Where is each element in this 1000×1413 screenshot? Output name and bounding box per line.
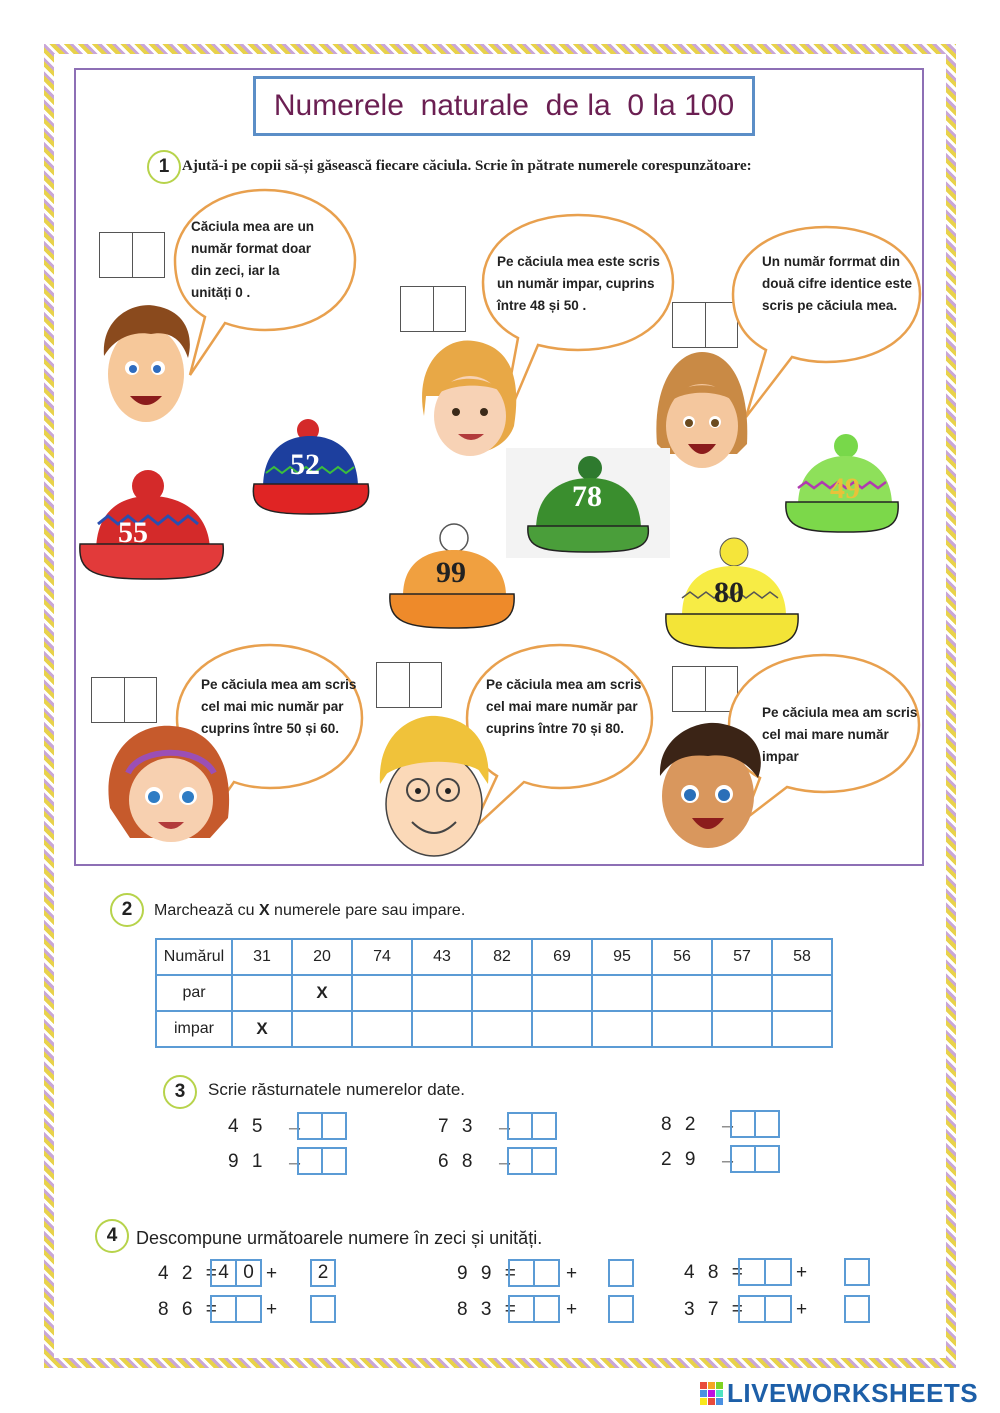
page-title: Numerele naturale de la 0 la 100 (273, 89, 735, 122)
plus-sign: + (566, 1263, 582, 1284)
exercise-1-instruction: Ajută-i pe copii să-și găsească fiecare căciula. Scrie în pătrate numerele corespunzătoare: (182, 158, 752, 174)
exercise-3-instruction: Scrie răsturnatele numerelor date. (208, 1080, 466, 1099)
logo-text: LIVEWORKSHEETS (727, 1378, 979, 1408)
table-number-cell: 69 (532, 939, 592, 975)
decompose-expression: 8 6 = (158, 1299, 221, 1320)
tens-answer-box[interactable] (210, 1295, 262, 1323)
bubble-6-line: Pe căciula mea am scris (762, 705, 918, 720)
reverse-answer-box[interactable] (730, 1110, 780, 1138)
tens-answer-box[interactable] (738, 1295, 792, 1323)
bubble-1-line: unități 0 . (191, 285, 251, 300)
par-cell[interactable] (352, 975, 412, 1011)
hat-number: 52 (290, 448, 320, 481)
par-cell[interactable] (532, 975, 592, 1011)
title-box (253, 76, 755, 136)
plus-sign: + (566, 1299, 582, 1320)
reverse-expression: 7 3 → (438, 1116, 518, 1137)
bubble-4-line: Pe căciula mea am scris (201, 677, 357, 692)
reverse-expression: 4 5 → (228, 1116, 308, 1137)
answer-box-boy-2[interactable] (376, 662, 442, 708)
reverse-expression: 8 2 → (661, 1114, 741, 1135)
answer-box-boy-1[interactable] (99, 232, 165, 278)
units-answer-box[interactable] (310, 1295, 336, 1323)
table-row (156, 939, 832, 975)
table-number-cell: 56 (652, 939, 712, 975)
units-answer-box[interactable]: 2 (310, 1259, 336, 1287)
reverse-answer-box[interactable] (507, 1147, 557, 1175)
decompose-expression: 4 8 = (684, 1262, 747, 1283)
exercise-3-number: 3 (163, 1075, 197, 1109)
table-number-cell: 58 (772, 939, 832, 975)
exercise-4-number: 4 (95, 1219, 129, 1253)
bubble-1-line: Căciula mea are un (191, 219, 315, 234)
exercise-2-number: 2 (110, 893, 144, 927)
reverse-answer-box[interactable] (297, 1112, 347, 1140)
parity-table (155, 938, 833, 1048)
hat-number: 99 (436, 556, 466, 589)
row-label-par: par (156, 975, 232, 1011)
table-number-cell: 57 (712, 939, 772, 975)
impar-cell[interactable] (772, 1011, 832, 1047)
hat-78 (506, 448, 670, 558)
units-answer-box[interactable] (844, 1295, 870, 1323)
bubble-5-line: cuprins între 70 și 80. (486, 721, 625, 736)
exercise-1-number: 1 (147, 150, 181, 184)
hat-52 (248, 418, 374, 518)
par-cell[interactable] (592, 975, 652, 1011)
plus-sign: + (266, 1263, 282, 1284)
reverse-answer-box[interactable] (507, 1112, 557, 1140)
decompose-expression: 3 7 = (684, 1299, 747, 1320)
par-cell[interactable] (412, 975, 472, 1011)
reverse-expression: 9 1 → (228, 1151, 308, 1172)
tens-answer-box[interactable] (738, 1258, 792, 1286)
units-answer-box[interactable] (608, 1295, 634, 1323)
impar-cell[interactable] (352, 1011, 412, 1047)
impar-cell[interactable] (652, 1011, 712, 1047)
par-cell[interactable]: X (292, 975, 352, 1011)
impar-cell[interactable]: X (232, 1011, 292, 1047)
table-number-cell: 20 (292, 939, 352, 975)
row-label-impar: impar (156, 1011, 232, 1047)
tens-answer-box[interactable] (508, 1295, 560, 1323)
girl-face-1 (414, 336, 524, 460)
bubble-4-line: cuprins între 50 și 60. (201, 721, 340, 736)
par-cell[interactable] (472, 975, 532, 1011)
decompose-expression: 4 2 = (158, 1263, 221, 1284)
hat-number: 80 (714, 576, 744, 609)
bubble-2-line: un număr impar, cuprins (497, 276, 655, 291)
exercise-2-instruction: Marchează cu X numerele pare sau impare. (154, 902, 466, 919)
reverse-expression: 6 8 → (438, 1151, 518, 1172)
bubble-1-line: număr format doar (191, 241, 312, 256)
reverse-answer-box[interactable] (730, 1145, 780, 1173)
liveworksheets-logo (700, 1378, 978, 1409)
bubble-2-line: între 48 și 50 . (497, 298, 587, 313)
impar-cell[interactable] (292, 1011, 352, 1047)
boy-face-1 (96, 296, 196, 436)
impar-cell[interactable] (532, 1011, 592, 1047)
table-row (156, 1011, 832, 1047)
table-row (156, 975, 832, 1011)
hat-number: 55 (118, 516, 148, 549)
bubble-4-line: cel mai mic număr par (201, 699, 344, 714)
bubble-3-line: scris pe căciula mea. (762, 298, 898, 313)
decompose-expression: 9 9 = (457, 1263, 520, 1284)
bubble-5-line: Pe căciula mea am scris (486, 677, 642, 692)
par-cell[interactable] (232, 975, 292, 1011)
table-number-cell: 74 (352, 939, 412, 975)
hat-80 (664, 534, 800, 650)
bubble-5-line: cel mai mare număr par (486, 699, 638, 714)
hat-55 (78, 464, 228, 582)
table-number-cell: 82 (472, 939, 532, 975)
impar-cell[interactable] (412, 1011, 472, 1047)
bubble-1-line: din zeci, iar la (191, 263, 280, 278)
answer-box-girl-1[interactable] (400, 286, 466, 332)
girl-face-3 (100, 718, 242, 848)
decompose-expression: 8 3 = (457, 1299, 520, 1320)
impar-cell[interactable] (592, 1011, 652, 1047)
answer-box-girl-3[interactable] (91, 677, 157, 723)
hat-number: 78 (572, 480, 602, 513)
logo-grid-icon (700, 1382, 723, 1405)
bubble-6-line: cel mai mare număr (762, 727, 889, 742)
reverse-expression: 2 9 → (661, 1149, 741, 1170)
table-number-cell: 95 (592, 939, 652, 975)
impar-cell[interactable] (472, 1011, 532, 1047)
hat-number: 49 (830, 472, 860, 505)
boy-face-2 (372, 714, 496, 860)
plus-sign: + (796, 1262, 812, 1283)
bubble-3-line: Un număr forrmat din (762, 254, 901, 269)
bubble-2-line: Pe căciula mea este scris (497, 254, 660, 269)
table-header-cell: Numărul (156, 939, 232, 975)
tens-answer-box[interactable] (508, 1259, 560, 1287)
plus-sign: + (796, 1299, 812, 1320)
bubble-3-line: două cifre identice este (762, 276, 913, 291)
par-cell[interactable] (652, 975, 712, 1011)
table-number-cell: 43 (412, 939, 472, 975)
reverse-answer-box[interactable] (297, 1147, 347, 1175)
units-answer-box[interactable] (844, 1258, 870, 1286)
par-cell[interactable] (772, 975, 832, 1011)
impar-cell[interactable] (712, 1011, 772, 1047)
bubble-6-line: impar (762, 749, 799, 764)
exercise-4-instruction: Descompune următoarele numere în zeci și unități. (136, 1228, 543, 1248)
boy-face-3 (648, 716, 770, 852)
hat-49 (784, 430, 902, 534)
units-answer-box[interactable] (608, 1259, 634, 1287)
plus-sign: + (266, 1299, 282, 1320)
hat-99 (388, 516, 518, 632)
table-number-cell: 31 (232, 939, 292, 975)
tens-answer-box[interactable]: 4 0 (210, 1259, 262, 1287)
par-cell[interactable] (712, 975, 772, 1011)
